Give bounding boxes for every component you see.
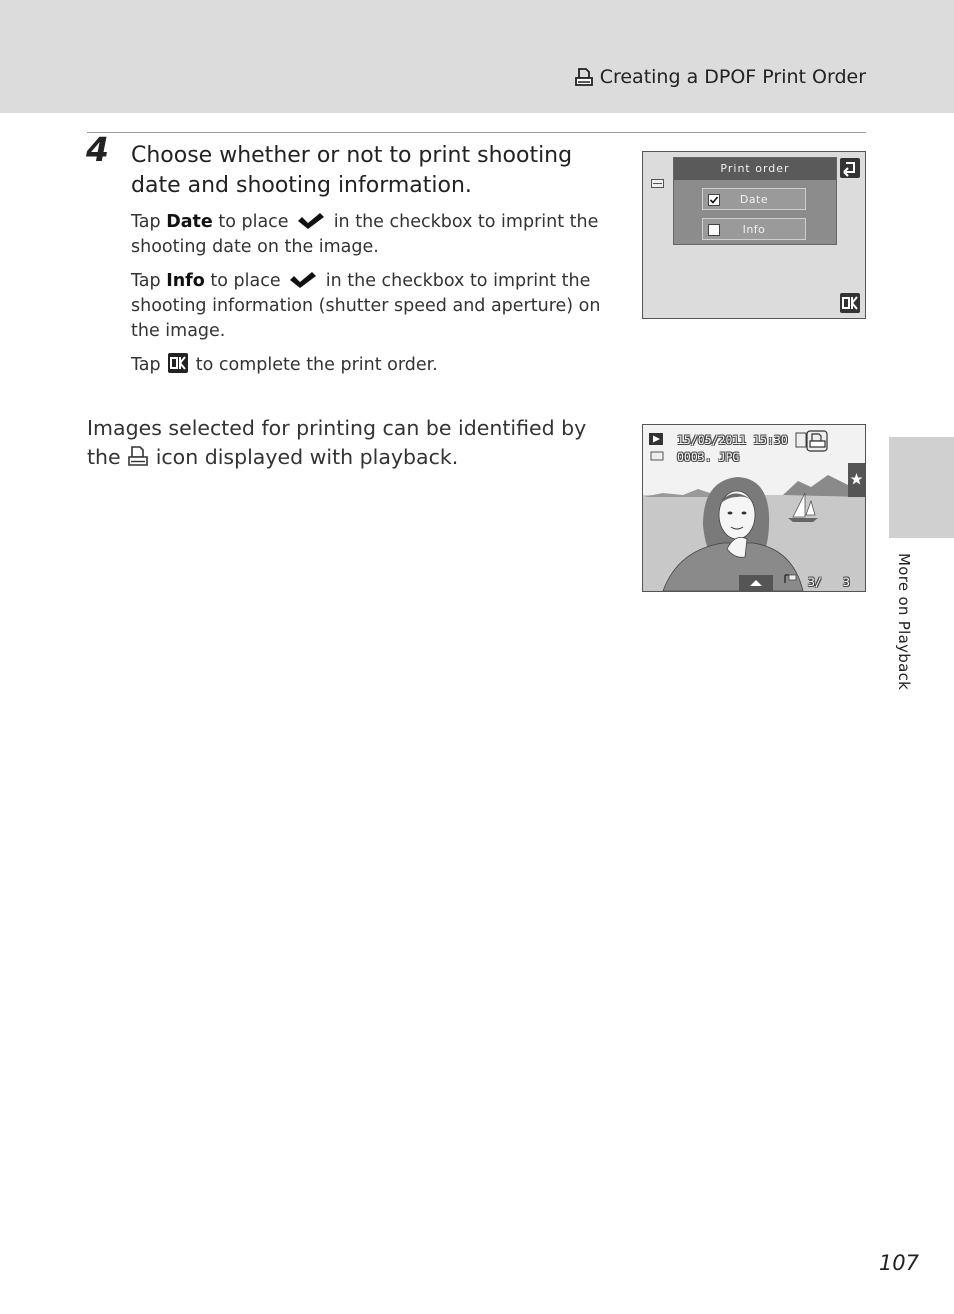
image-total: 3 bbox=[843, 575, 850, 589]
playback-filename: 0003. JPG bbox=[677, 450, 740, 464]
step-heading: Choose whether or not to print shooting date and shooting information. bbox=[131, 143, 573, 198]
print-order-icon bbox=[574, 67, 594, 87]
image-counter: 3/ bbox=[808, 575, 822, 589]
ok-icon bbox=[168, 353, 188, 373]
memory-card-icon bbox=[651, 179, 664, 188]
menu-item-label: Info bbox=[742, 223, 766, 236]
playback-note: Images selected for printing can be identified by the icon displayed with playback. bbox=[87, 416, 587, 469]
print-order-menu bbox=[673, 157, 837, 245]
menu-item-label: Date bbox=[739, 193, 769, 206]
header-title-text: Creating a DPOF Print Order bbox=[599, 66, 866, 88]
playback-screen bbox=[642, 424, 866, 592]
section-tab bbox=[889, 437, 954, 538]
instruction-ok: Tap to complete the print order. bbox=[131, 355, 438, 375]
checkmark-icon bbox=[296, 212, 326, 230]
instruction-info: Tap Info to place in the checkbox to imprint the shooting information (shutter speed and aperture) on the image. bbox=[131, 271, 601, 341]
step-number: 4 bbox=[86, 130, 109, 169]
menu-item-info[interactable] bbox=[702, 218, 806, 240]
checkmark-icon bbox=[709, 195, 719, 205]
instruction-date: Tap Date to place in the checkbox to imprint the shooting date on the image. bbox=[131, 212, 599, 257]
info-checkbox[interactable] bbox=[708, 224, 720, 236]
menu-title: Print order bbox=[674, 158, 836, 180]
header-title bbox=[574, 66, 866, 88]
playback-datetime: 15/05/2011 15:30 bbox=[677, 433, 788, 447]
print-order-icon bbox=[127, 445, 149, 467]
ok-icon[interactable] bbox=[840, 293, 860, 313]
section-tab-label: More on Playback bbox=[895, 553, 913, 691]
section-divider bbox=[87, 132, 866, 133]
header-band bbox=[0, 0, 954, 113]
date-checkbox[interactable] bbox=[708, 194, 720, 206]
back-icon[interactable] bbox=[840, 158, 860, 178]
menu-item-date[interactable] bbox=[702, 188, 806, 210]
checkmark-icon bbox=[288, 271, 318, 289]
print-order-screen bbox=[642, 151, 866, 319]
page-number: 107 bbox=[878, 1251, 919, 1275]
